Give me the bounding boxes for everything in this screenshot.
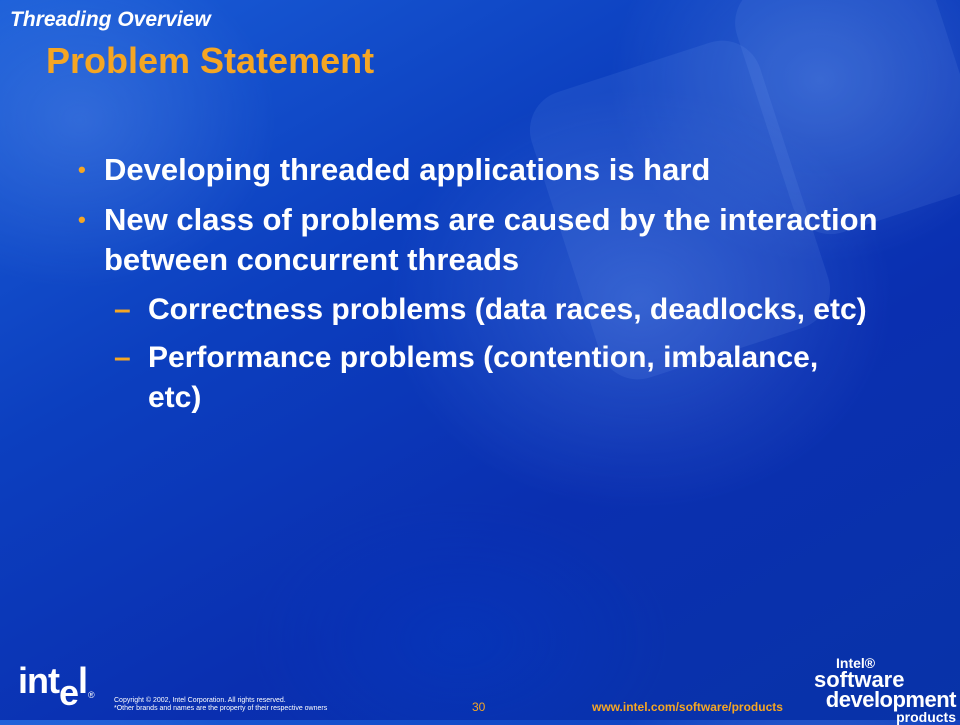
dash-icon: – — [114, 341, 131, 374]
section-label: Threading Overview — [10, 8, 211, 31]
software-development-products-logo: Intel® software development products — [814, 655, 956, 725]
footer-url: www.intel.com/software/products — [592, 700, 783, 714]
bullet-text: Developing threaded applications is hard — [104, 152, 711, 187]
bullet-text: New class of problems are caused by the interaction between concurrent threads — [104, 202, 878, 277]
sub-bullet-item — [114, 338, 878, 418]
bullet-icon: • — [78, 207, 86, 232]
registered-mark: ® — [88, 690, 95, 700]
bullet-item — [78, 150, 878, 190]
bullet-icon: • — [78, 157, 86, 182]
slide-content — [78, 150, 878, 426]
sub-bullet-item — [114, 290, 878, 330]
bullet-item — [78, 200, 878, 280]
copyright-notice: Copyright © 2002, Intel Corporation. All rights reserved. *Other brands and names are the property of their respective owners — [114, 697, 328, 712]
slide-title: Problem Statement — [46, 40, 375, 81]
intel-logo: intel — [18, 660, 88, 713]
sub-bullet-text: Correctness problems (data races, deadlocks, etc) — [148, 293, 867, 326]
dash-icon: – — [114, 293, 131, 326]
sub-bullet-text: Performance problems (contention, imbalance, etc) — [148, 341, 819, 414]
page-number: 30 — [472, 700, 486, 714]
